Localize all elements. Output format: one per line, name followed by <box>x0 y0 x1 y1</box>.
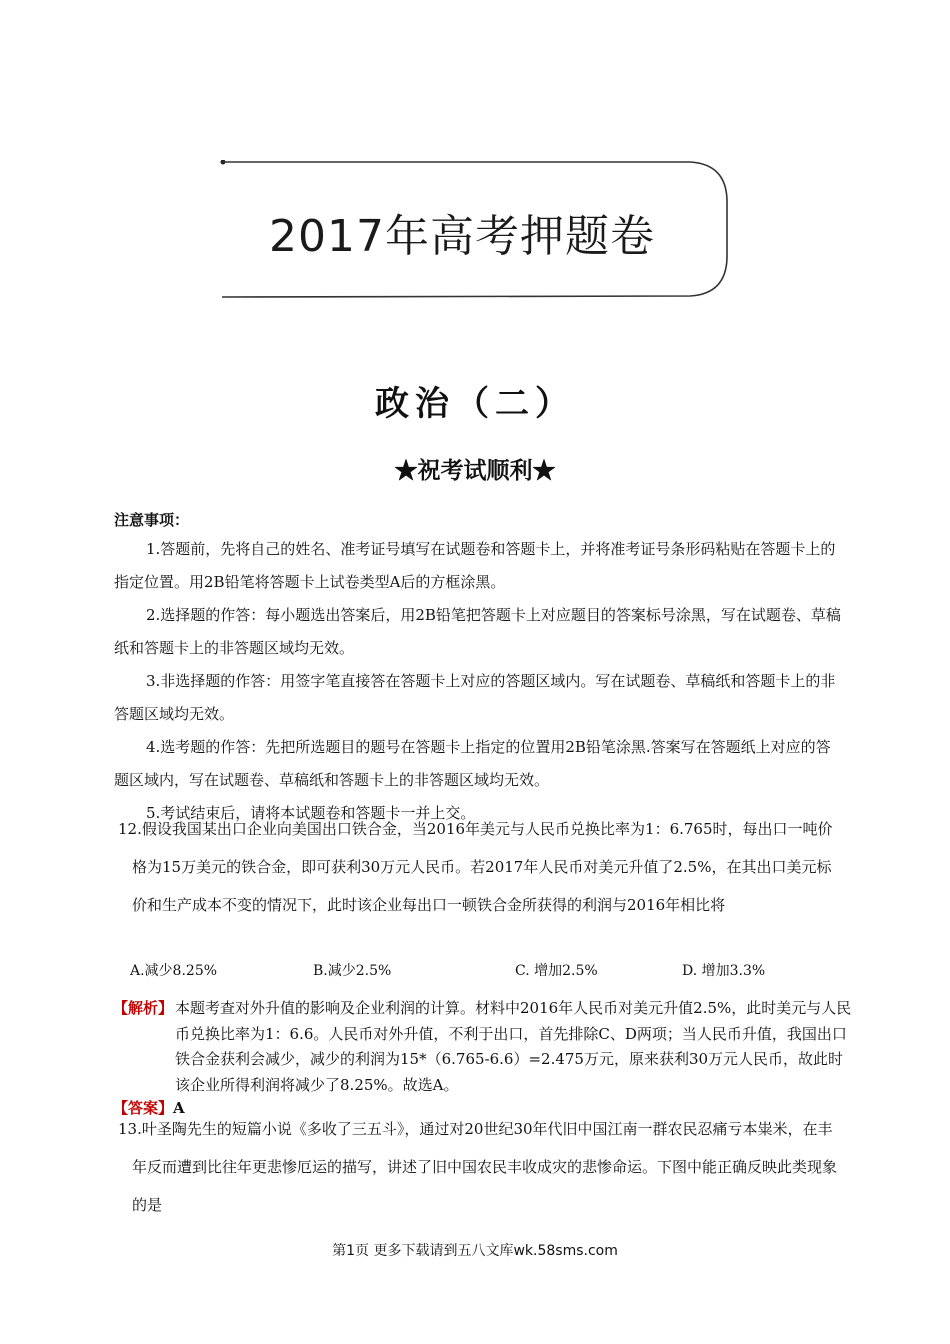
title-banner <box>220 160 728 298</box>
question-13-stem: 13.叶圣陶先生的短篇小说《多收了三五斗》，通过对20世纪30年代旧中国江南一群农民忍痛亏本粜米，在丰年反而遭到比往年更悲惨厄运的描写，讲述了旧中国农民丰收成灾的悲惨命运。下图中能正确反映此类现象的是 <box>118 1120 838 1214</box>
option-c: C. 增加2.5% <box>515 963 598 979</box>
motto: ★祝考试顺利★ <box>394 457 556 484</box>
notice-item: 5.考试结束后，请将本试题卷和答题卡一并上交。 <box>146 804 476 822</box>
answer-tag: 【答案】 <box>113 1099 174 1117</box>
page-footer: 第1页 更多下载请到五八文库wk.58sms.com <box>332 1243 618 1259</box>
option-b: B.减少2.5% <box>313 963 392 979</box>
answer-value: A <box>173 1099 185 1117</box>
analysis-text: 本题考查对外升值的影响及企业利润的计算。材料中2016年人民币对美元升值2.5%，此时美元与人民币兑换比率为1：6.6。人民币对外升值，不利于出口，首先排除C、D两项；当人民币升值，我国出口铁合金获利会减少，减少的利润为15*（6.765-6.6）=2.475万元，原来获利30万元人民币，故此时该企业所得利润将减少了8.25%。故选A。 <box>175 999 852 1094</box>
notice-item: 3.非选择题的作答：用签字笔直接答在答题卡上对应的答题区域内。写在试题卷、草稿纸和答题卡上的非答题区域均无效。 <box>114 672 836 723</box>
notice-item: 4.选考题的作答：先把所选题目的题号在答题卡上指定的位置用2B铅笔涂黑.答案写在答题纸上对应的答题区域内，写在试题卷、草稿纸和答题卡上的非答题区域均无效。 <box>114 738 831 789</box>
notice-item: 2.选择题的作答：每小题选出答案后，用2B铅笔把答题卡上对应题目的答案标号涂黑，写在试题卷、草稿纸和答题卡上的非答题区域均无效。 <box>114 606 841 657</box>
question-13 <box>118 1110 846 1224</box>
notice-list <box>114 533 842 830</box>
question-12 <box>118 810 846 924</box>
notice-heading: 注意事项： <box>114 511 190 529</box>
option-d: D. 增加3.3% <box>682 963 766 979</box>
subject-title: 政治（二） <box>375 384 575 424</box>
question-12-stem: 12.假设我国某出口企业向美国出口铁合金，当2016年美元与人民币兑换比率为1：6.765时，每出口一吨价格为15万美元的铁合金，即可获利30万元人民币。若2017年人民币对美元升值了2.5%，在其出口美元标价和生产成本不变的情况下，此时该企业每出口一顿铁合金所获得的利润与2016年相比将 <box>118 820 833 914</box>
exam-title: 2017年高考押题卷 <box>269 211 655 262</box>
notice-item: 1.答题前，先将自己的姓名、准考证号填写在试题卷和答题卡上，并将准考证号条形码粘贴在答题卡上的指定位置。用2B铅笔将答题卡上试卷类型A后的方框涂黑。 <box>114 540 836 591</box>
question-12-analysis <box>113 996 853 1098</box>
option-a: A.减少8.25% <box>130 963 218 979</box>
analysis-tag: 【解析】 <box>113 999 174 1017</box>
